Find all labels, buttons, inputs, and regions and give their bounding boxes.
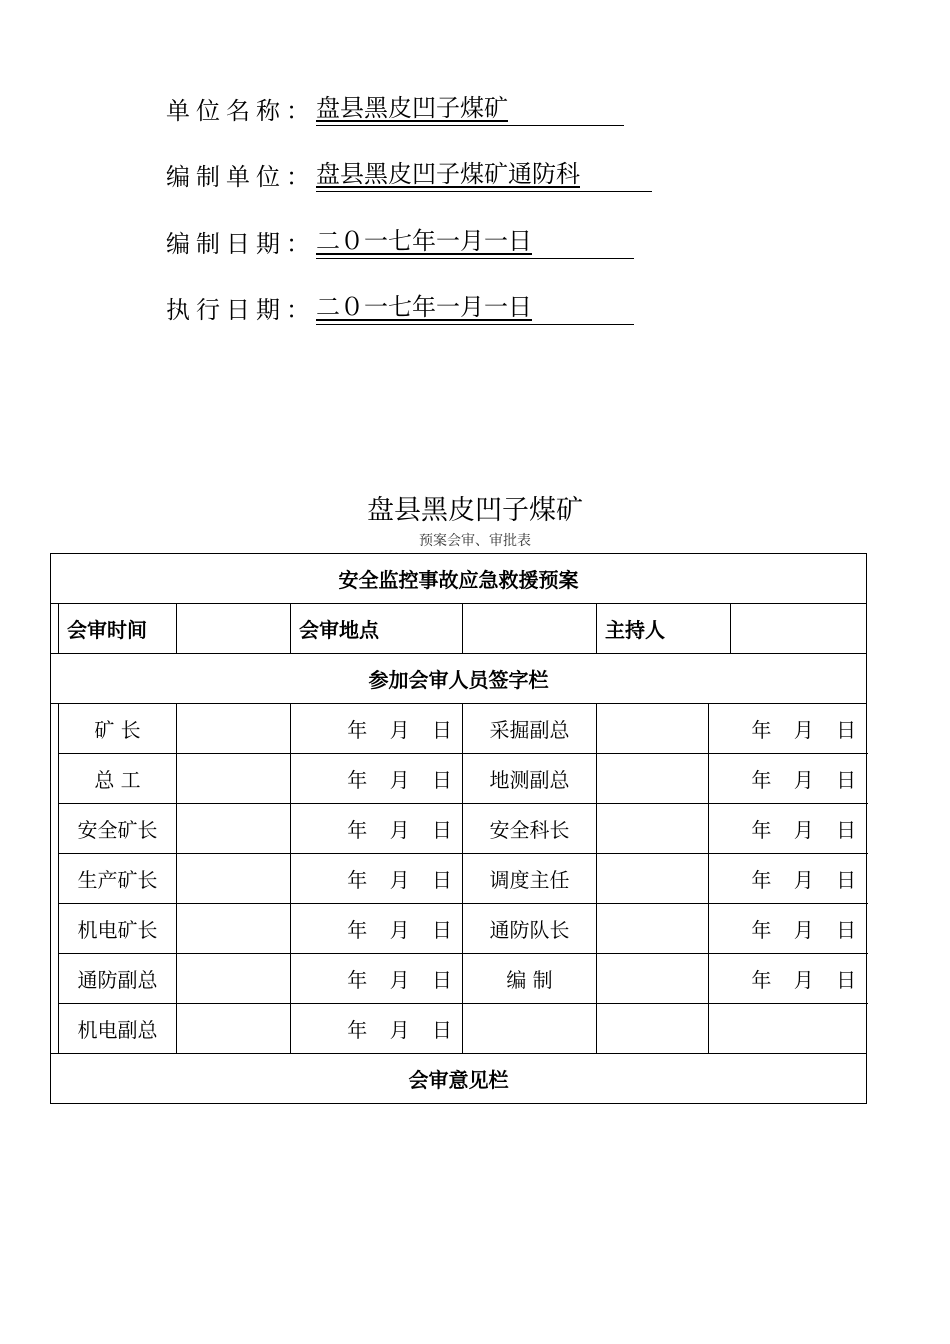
info-label: 编制日期： [166, 230, 316, 258]
signer-role-right [463, 1004, 597, 1054]
host-value[interactable] [731, 604, 867, 654]
signature-row [51, 954, 867, 1004]
signature-field-left[interactable] [177, 754, 291, 804]
signature-date-right: 年 月 日 [709, 854, 867, 904]
signature-row [51, 804, 867, 854]
signature-field-right[interactable] [597, 1004, 709, 1054]
signature-field-right[interactable] [597, 804, 709, 854]
document-title: 盘县黑皮凹子煤矿 [367, 495, 583, 526]
info-value: 盘县黑皮凹子煤矿 [316, 88, 624, 126]
signer-role-right: 安全科长 [463, 804, 597, 854]
signer-role-left: 总 工 [59, 754, 177, 804]
signer-role-right: 通防队长 [463, 904, 597, 954]
signer-role-right: 地测副总 [463, 754, 597, 804]
info-label: 执行日期： [166, 296, 316, 324]
signature-date-right: 年 月 日 [709, 754, 867, 804]
opinion-section-header: 会审意见栏 [51, 1054, 867, 1104]
signature-date-right: 年 月 日 [709, 804, 867, 854]
signer-role-right: 采掘副总 [463, 704, 597, 754]
signer-role-left: 安全矿长 [59, 804, 177, 854]
table-margin-cell [51, 854, 59, 904]
signature-date-left: 年 月 日 [291, 1004, 463, 1054]
signature-row [51, 704, 867, 754]
signature-field-left[interactable] [177, 1004, 291, 1054]
plan-name-cell: 安全监控事故应急救援预案 [51, 554, 867, 604]
info-row-compile-date [166, 221, 634, 258]
signature-date-right: 年 月 日 [709, 954, 867, 1004]
signer-role-left: 机电矿长 [59, 904, 177, 954]
review-approval-table [50, 553, 867, 1104]
info-value: 盘县黑皮凹子煤矿通防科 [316, 154, 652, 192]
signature-field-right[interactable] [597, 854, 709, 904]
signature-date-right: 年 月 日 [709, 904, 867, 954]
signature-field-left[interactable] [177, 854, 291, 904]
info-row-unit-name [166, 88, 624, 125]
info-row-compiling-unit [166, 154, 652, 191]
table-margin-cell [51, 1004, 59, 1054]
table-margin-cell [51, 954, 59, 1004]
signer-role-left: 生产矿长 [59, 854, 177, 904]
signature-date-right [709, 1004, 867, 1054]
table-margin-cell [51, 704, 59, 754]
signature-field-right[interactable] [597, 954, 709, 1004]
info-row-effective-date [166, 287, 634, 324]
info-label: 单位名称： [166, 97, 316, 125]
table-margin-cell [51, 754, 59, 804]
signer-role-left: 矿 长 [59, 704, 177, 754]
signature-date-left: 年 月 日 [291, 704, 463, 754]
signature-field-right[interactable] [597, 904, 709, 954]
signer-role-right: 编 制 [463, 954, 597, 1004]
signature-date-left: 年 月 日 [291, 954, 463, 1004]
signature-date-left: 年 月 日 [291, 904, 463, 954]
signature-section-header: 参加会审人员签字栏 [51, 654, 867, 704]
signature-field-left[interactable] [177, 704, 291, 754]
signature-date-left: 年 月 日 [291, 804, 463, 854]
host-label: 主持人 [597, 604, 731, 654]
signature-row [51, 854, 867, 904]
signature-field-left[interactable] [177, 954, 291, 1004]
signer-role-left: 通防副总 [59, 954, 177, 1004]
signature-row [51, 754, 867, 804]
signature-field-left[interactable] [177, 904, 291, 954]
signer-role-left: 机电副总 [59, 1004, 177, 1054]
info-value: 二０一七年一月一日 [316, 287, 634, 325]
signature-date-right: 年 月 日 [709, 704, 867, 754]
signature-field-left[interactable] [177, 804, 291, 854]
signature-row [51, 1004, 867, 1054]
signer-role-right: 调度主任 [463, 854, 597, 904]
table-margin-cell [51, 604, 59, 654]
table-margin-cell [51, 804, 59, 854]
table-margin-cell [51, 904, 59, 954]
signature-field-right[interactable] [597, 754, 709, 804]
review-place-value[interactable] [463, 604, 597, 654]
review-time-label: 会审时间 [59, 604, 177, 654]
document-subtitle: 预案会审、审批表 [419, 533, 531, 549]
signature-row [51, 904, 867, 954]
signature-field-right[interactable] [597, 704, 709, 754]
review-place-label: 会审地点 [291, 604, 463, 654]
review-time-value[interactable] [177, 604, 291, 654]
signature-date-left: 年 月 日 [291, 854, 463, 904]
info-value: 二０一七年一月一日 [316, 221, 634, 259]
info-label: 编制单位： [166, 163, 316, 191]
signature-date-left: 年 月 日 [291, 754, 463, 804]
